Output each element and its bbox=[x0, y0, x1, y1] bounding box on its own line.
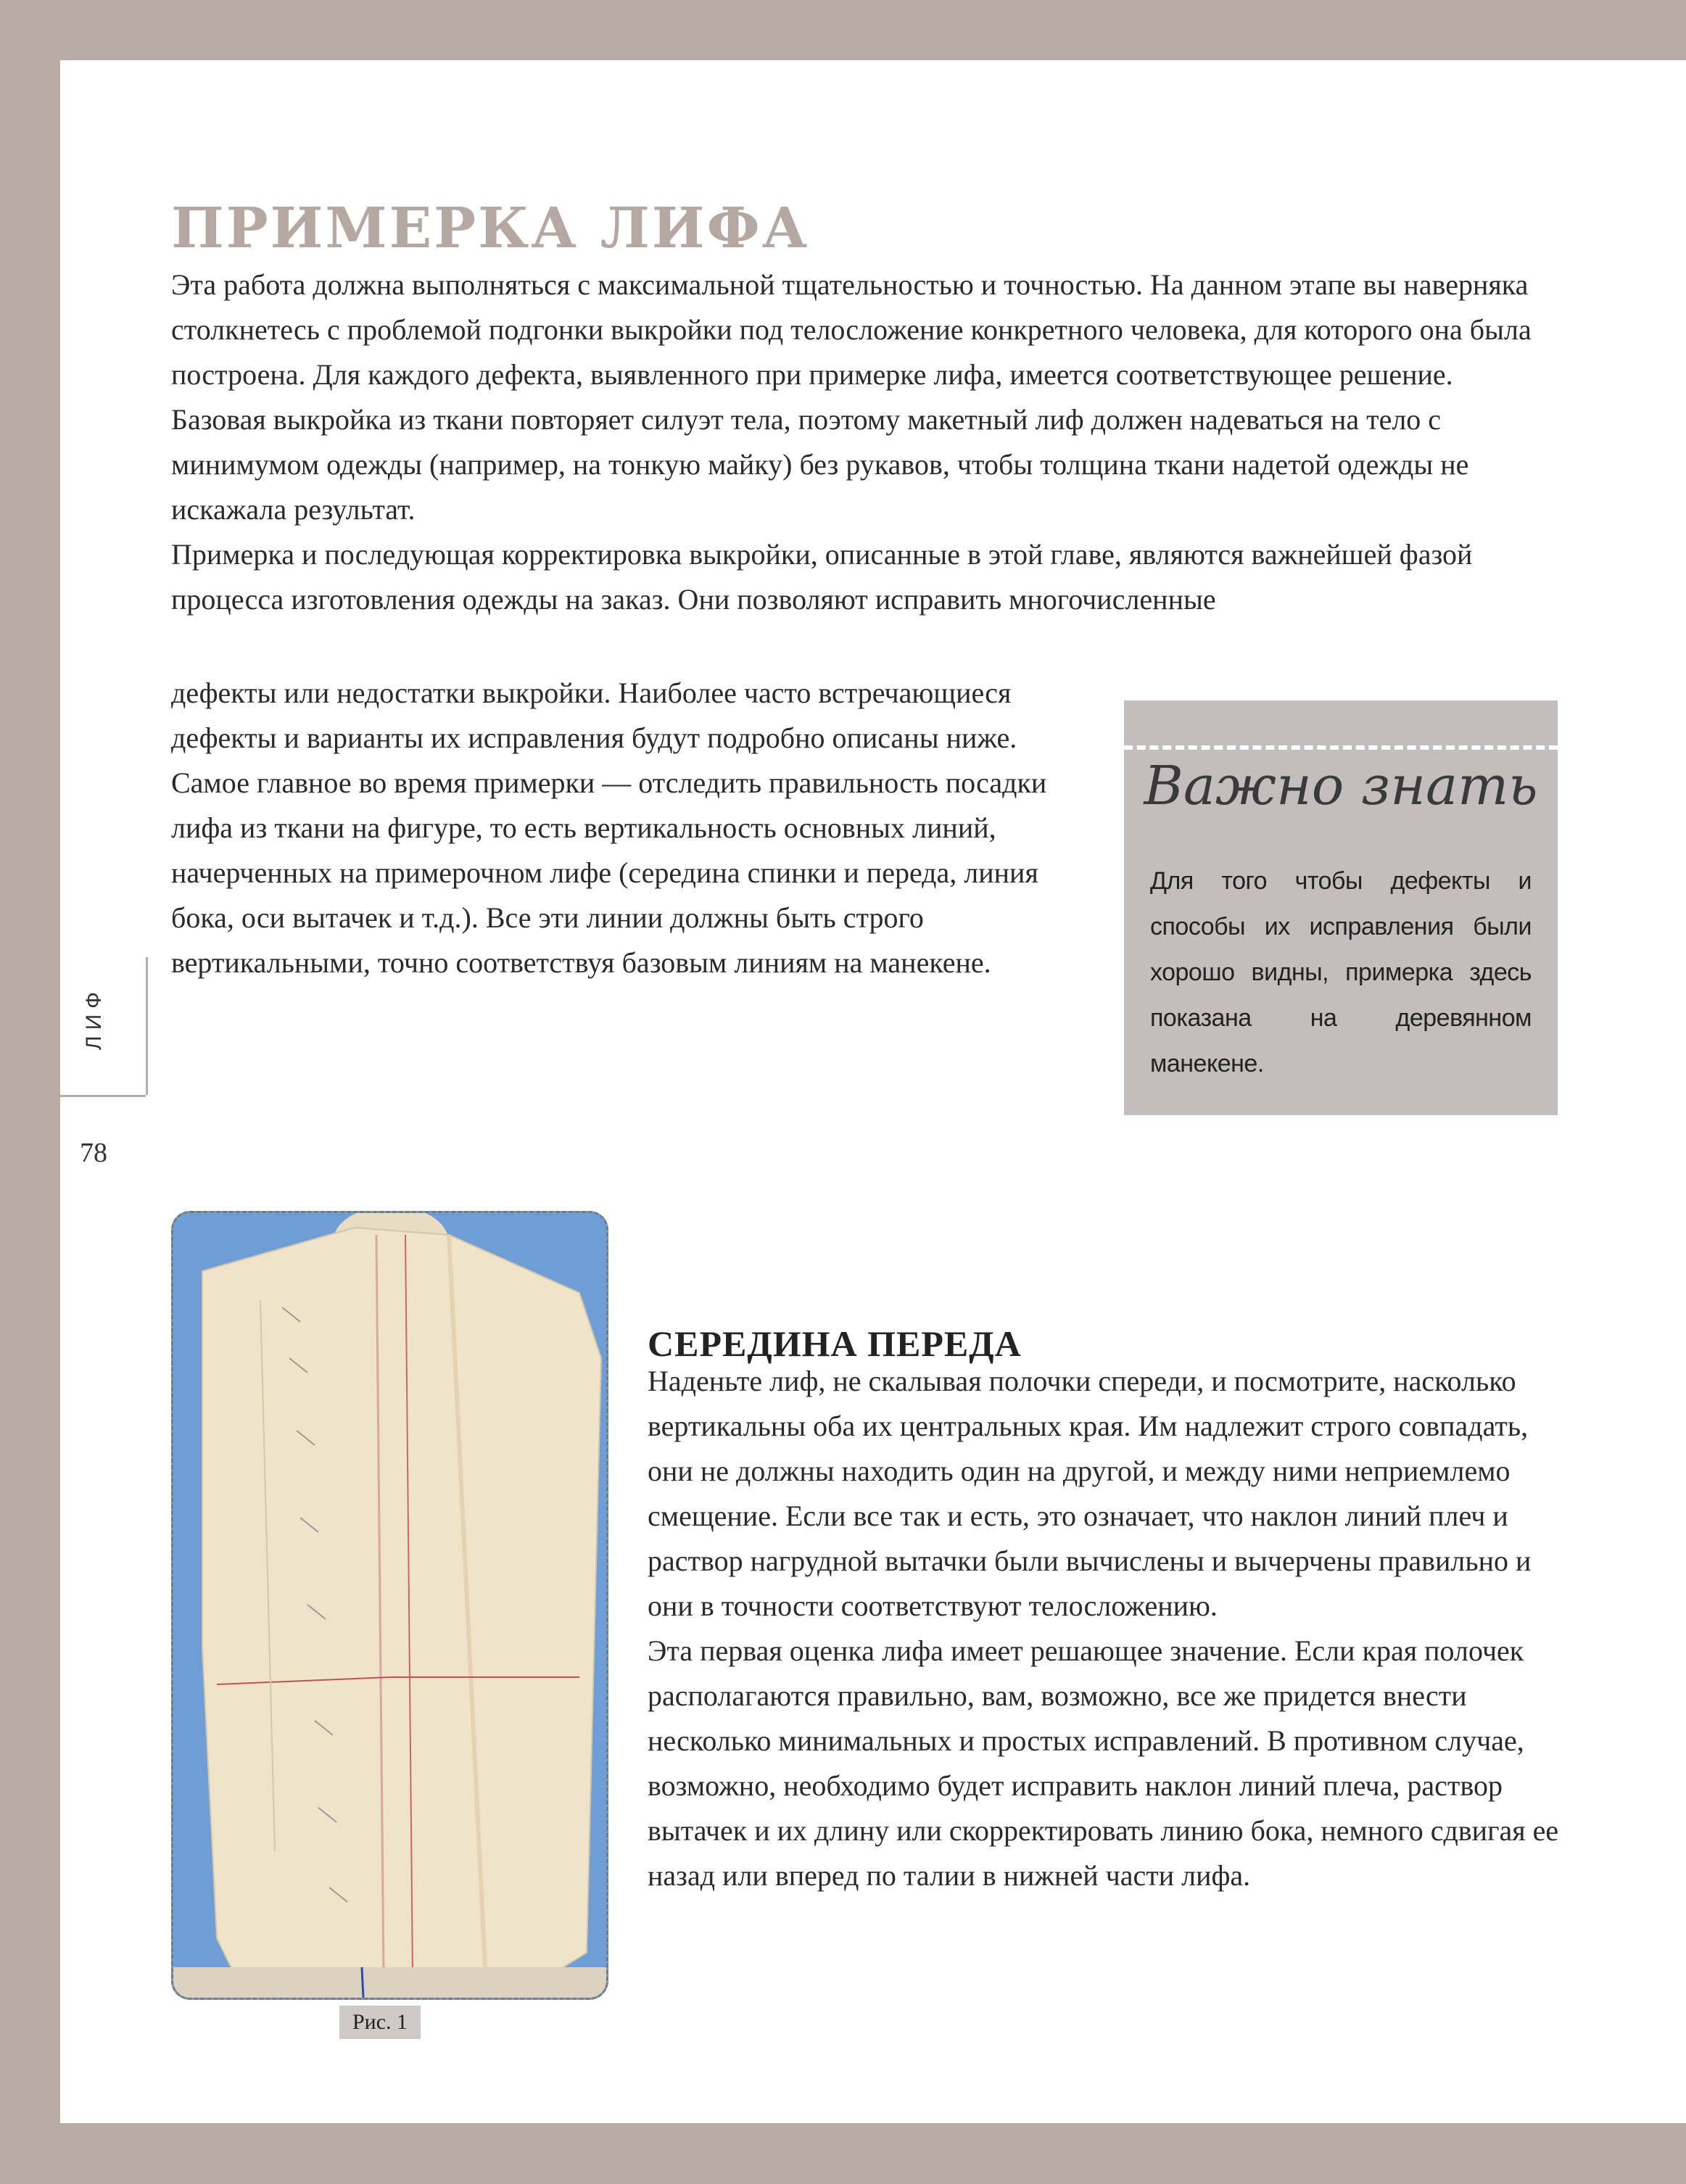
note-text: Для того чтобы дефекты и способы их исправления были хорошо видны, примерка здесь показана на деревянном манекене. bbox=[1150, 867, 1532, 1077]
intro-paragraph: дефекты или недостатки выкройки. Наиболее часто встречающиеся дефекты и варианты их исправления будут подробно описаны ниже. bbox=[171, 677, 1017, 754]
intro-text bbox=[171, 262, 1549, 622]
intro-paragraph: Эта работа должна выполняться с максимальной тщательностью и точностью. На данном этапе вы наверняка столкнетесь с проблемой подгонки выкройки под телосложение конкретного человека, для которого она была построена. Для каждого дефекта, выявленного при примерке лифа, имеется соответствующее решение. bbox=[171, 268, 1532, 391]
figure-caption: Рис. 1 bbox=[339, 2006, 421, 2039]
page-title: ПРИМЕРКА ЛИФА bbox=[171, 195, 810, 261]
chapter-divider bbox=[60, 1095, 146, 1097]
mannequin-illustration bbox=[173, 1213, 606, 1998]
mannequin-base bbox=[173, 1967, 606, 1998]
intro-paragraph: Базовая выкройка из ткани повторяет силуэт тела, поэтому макетный лиф должен надеваться на тело с минимумом одежды (например, на тонкую майку) без рукавов, чтобы толщина ткани надетой одежды не искажала результат. bbox=[171, 403, 1469, 526]
intro-paragraph: Самое главное во время примерки — отследить правильность посадки лифа из ткани на фигуре, то есть вертикальность основных линий, начерченных на примерочном лифе (середина спинки и переда, линия бока, оси вытачек и т.д.). Все эти линии должны быть строго вертикальными, точно соответствуя базовым линиям на манекене. bbox=[171, 766, 1047, 979]
base-mark bbox=[362, 1967, 363, 1998]
important-note-box bbox=[1124, 700, 1558, 1115]
chapter-label: ЛИФ bbox=[82, 986, 106, 1051]
section-paragraph: Наденьте лиф, не скалывая полочки спереди, и посмотрите, насколько вертикальны оба их центральных края. Им надлежит строго совпадать, они не должны находить один на другой, и между ними неприемлемо смещение. Если все так и есть, это означает, что наклон линий плеч и раствор нагрудной вытачки были вычислены и вычерчены правильно и они в точности соответствуют телосложению. bbox=[648, 1365, 1532, 1622]
note-heading: Важно знать bbox=[1144, 755, 1538, 817]
section-paragraph: Эта первая оценка лифа имеет решающее значение. Если края полочек располагаются правильно, вам, возможно, все же придется внести несколько минимальных и простых исправлений. В противном случае, возможно, необходимо будет исправить наклон линий плеча, раствор вытачек и их длину или скорректировать линию бока, немного сдвигая ее назад или вперед по талии в нижней части лифа. bbox=[648, 1634, 1559, 1892]
chapter-tab bbox=[60, 957, 148, 1095]
dashed-divider bbox=[1124, 745, 1558, 750]
intro-paragraph: Примерка и последующая корректировка выкройки, описанные в этой главе, являются важнейшей фазой процесса изготовления одежды на заказ. Они позволяют исправить многочисленные bbox=[171, 538, 1473, 616]
section-title: СЕРЕДИНА ПЕРЕДА bbox=[648, 1323, 1022, 1364]
page-number: 78 bbox=[80, 1138, 107, 1168]
intro-text-continued bbox=[171, 671, 1099, 985]
figure-photo bbox=[171, 1211, 608, 2000]
section-body bbox=[648, 1359, 1561, 1898]
